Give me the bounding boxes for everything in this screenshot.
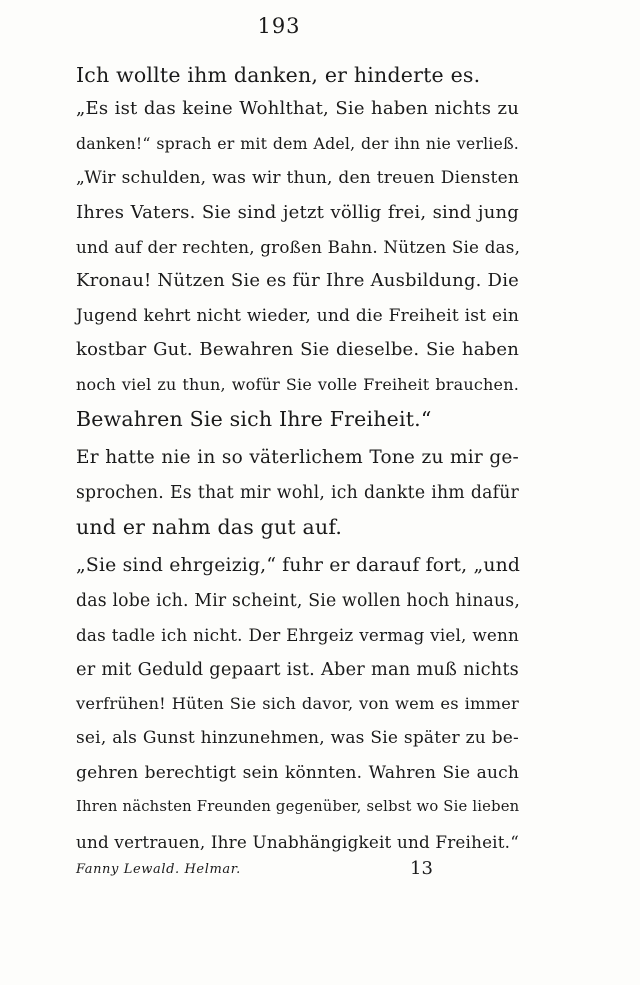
text-line: das lobe ich. Mir scheint, Sie wollen hoch hinaus, — [76, 590, 521, 611]
text-line: kostbar Gut. Bewahren Sie dieselbe. Sie haben — [76, 339, 519, 361]
text-line: noch viel zu thun, wofür Sie volle Freiheit brauchen. — [76, 374, 519, 394]
text-line: und auf der rechten, großen Bahn. Nützen Sie das, — [76, 236, 521, 257]
text-line: und vertrauen, Ihre Unabhängigkeit und Freiheit.“ — [76, 831, 519, 852]
text-line: „Es ist das keine Wohlthat, Sie haben nichts zu — [76, 98, 519, 120]
text-line: verfrühen! Hüten Sie sich davor, von wem es immer — [76, 694, 519, 714]
footer-signature: Fanny Lewald. Helmar. — [76, 862, 241, 877]
text-line: „Wir schulden, was wir thun, den treuen Diensten — [76, 168, 519, 189]
text-line: sei, als Gunst hinzunehmen, was Sie später zu be- — [76, 728, 519, 749]
text-line: Kronau! Nützen Sie es für Ihre Ausbildung. Die — [76, 270, 519, 292]
page-number: 193 — [257, 14, 301, 38]
text-line: und er nahm das gut auf. — [76, 515, 343, 540]
page-footer — [76, 858, 519, 882]
text-line: das tadle ich nicht. Der Ehrgeiz vermag viel, wenn — [76, 625, 519, 646]
text-line: Ihres Vaters. Sie sind jetzt völlig frei, sind jung — [76, 201, 519, 223]
text-line: „Sie sind ehrgeizig,“ fuhr er darauf fort, „und — [76, 555, 521, 577]
text-line: er mit Geduld gepaart ist. Aber man muß nichts — [76, 659, 519, 680]
body-text — [76, 58, 519, 859]
text-line: Er hatte nie in so väterlichem Tone zu mir ge- — [76, 447, 519, 469]
text-line: sprochen. Es that mir wohl, ich dankte ihm dafür — [76, 482, 519, 503]
text-line: Ich wollte ihm danken, er hinderte es. — [76, 63, 481, 87]
sheet-number: 13 — [410, 858, 433, 879]
text-line: Jugend kehrt nicht wieder, und die Freiheit ist ein — [76, 305, 519, 326]
text-line: Ihren nächsten Freunden gegenüber, selbst wo Sie lieben — [76, 798, 520, 816]
text-line: Bewahren Sie sich Ihre Freiheit.“ — [76, 406, 432, 431]
text-line: gehren berechtigt sein könnten. Wahren Sie auch — [76, 762, 519, 783]
text-line: danken!“ sprach er mit dem Adel, der ihn nie verließ. — [76, 133, 519, 153]
